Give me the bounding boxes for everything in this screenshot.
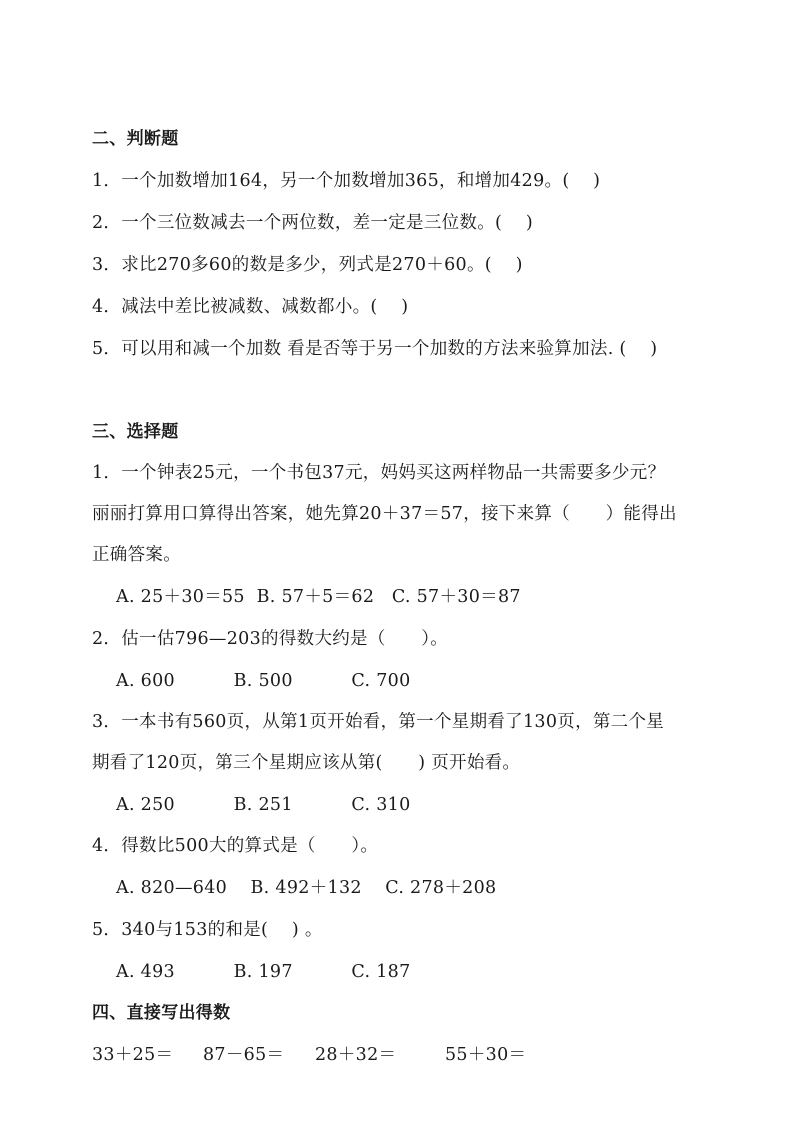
mental-math-expression: 33＋25＝ <box>92 1045 174 1065</box>
section-heading-choice: 三、选择题 <box>92 422 179 442</box>
choice-q3-line-1: 3．一本书有560页，从第1页开始看，第一个星期看了130页，第二个星 <box>92 712 665 732</box>
judgement-item-1: 1．一个加数增加164，另一个加数增加365，和增加429。( ) <box>92 171 601 191</box>
choice-q5-options: A. 493 B. 197 C. 187 <box>116 962 411 982</box>
section-heading-mental-math: 四、直接写出得数 <box>92 1003 231 1023</box>
choice-q3-line-2: 期看了120页，第三个星期应该从第( ) 页开始看。 <box>92 753 521 773</box>
choice-q4-options: A. 820—640 B. 492＋132 C. 278＋208 <box>116 878 497 898</box>
choice-q1-line-1: 1．一个钟表25元，一个书包37元，妈妈买这两样物品一共需要多少元？ <box>92 463 666 483</box>
judgement-item-4: 4．减法中差比被减数、减数都小。( ) <box>92 297 409 317</box>
mental-math-expression: 28＋32＝ <box>315 1045 397 1065</box>
mental-math-expression: 87－65＝ <box>203 1045 285 1065</box>
choice-q3-options: A. 250 B. 251 C. 310 <box>116 795 411 815</box>
choice-q1-options: A. 25＋30＝55 B. 57＋5＝62 C. 57＋30＝87 <box>116 587 521 607</box>
judgement-item-2: 2．一个三位数减去一个两位数，差一定是三位数。( ) <box>92 213 533 233</box>
judgement-item-5: 5．可以用和减一个加数 看是否等于另一个加数的方法来验算加法. ( ) <box>92 339 658 359</box>
section-heading-judgement: 二、判断题 <box>92 129 179 149</box>
judgement-item-3: 3．求比270多60的数是多少，列式是270＋60。( ) <box>92 255 523 275</box>
choice-q4-text: 4．得数比500大的算式是（ ）。 <box>92 836 379 856</box>
choice-q5-text: 5．340与153的和是( ) 。 <box>92 920 323 940</box>
choice-q1-line-3: 正确答案。 <box>92 545 181 565</box>
choice-q2-options: A. 600 B. 500 C. 700 <box>116 671 411 691</box>
choice-q2-text: 2．估一估796—203的得数大约是（ ）。 <box>92 629 449 649</box>
mental-math-expression: 55＋30＝ <box>445 1045 527 1065</box>
choice-q1-line-2: 丽丽打算用口算得出答案，她先算20＋37＝57，接下来算（ ）能得出 <box>92 504 677 524</box>
